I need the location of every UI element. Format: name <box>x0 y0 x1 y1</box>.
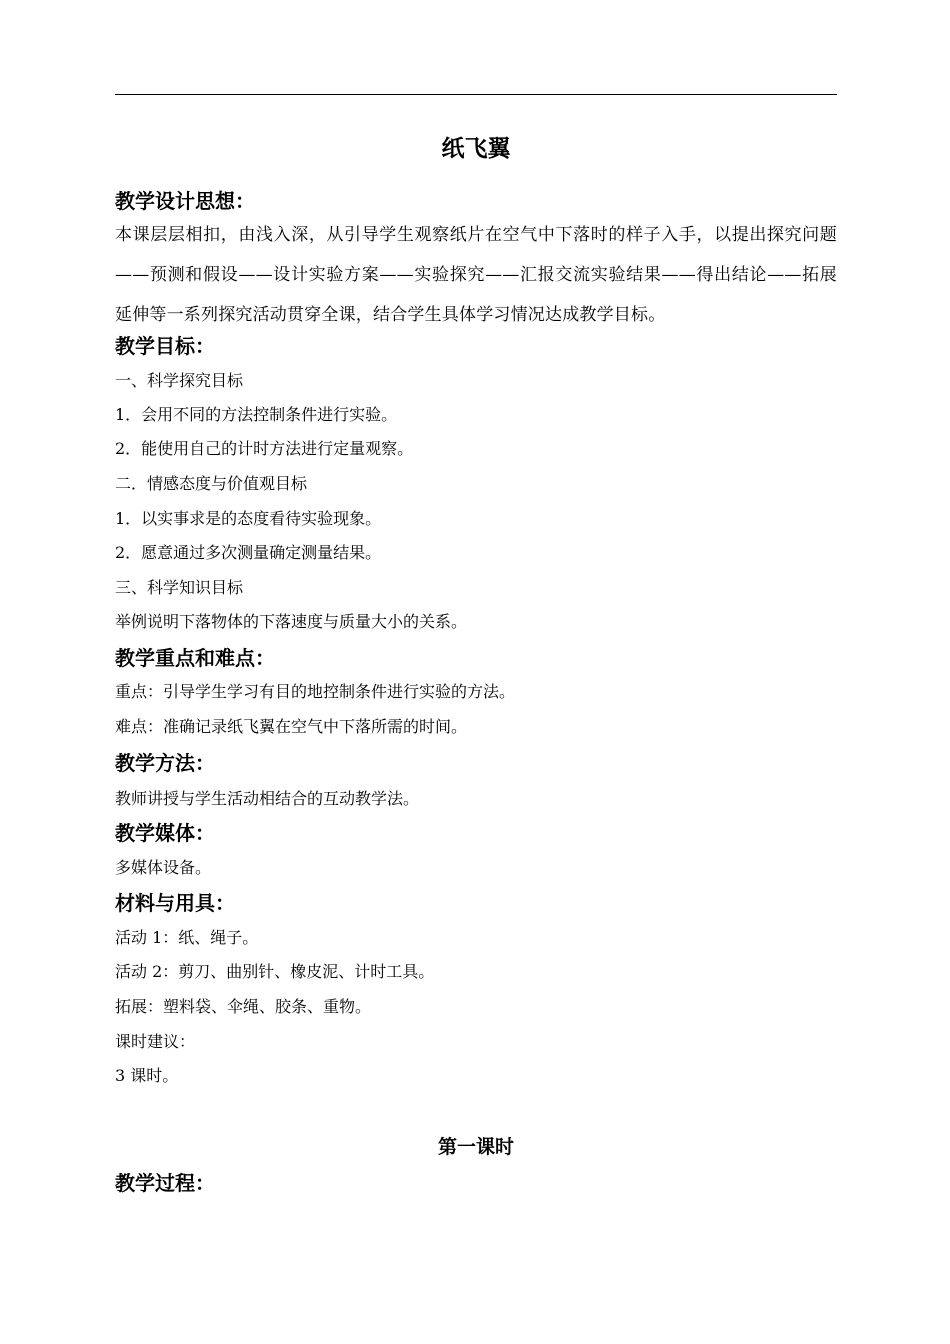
media-line: 多媒体设备。 <box>115 858 212 877</box>
objectives-line: 2．能使用自己的计时方法进行定量观察。 <box>115 439 414 458</box>
header-rule <box>115 94 837 95</box>
key-points-heading: 教学重点和难点： <box>115 646 275 670</box>
key-points-line: 重点：引导学生学习有目的地控制条件进行实验的方法。 <box>115 682 516 701</box>
document-page <box>115 0 837 1344</box>
materials-line: 活动 2：剪刀、曲别针、橡皮泥、计时工具。 <box>115 962 435 981</box>
objectives-heading: 教学目标： <box>115 334 215 358</box>
objectives-line: 2．愿意通过多次测量确定测量结果。 <box>115 543 382 562</box>
objectives-line: 1．以实事求是的态度看待实验现象。 <box>115 509 382 528</box>
method-line: 教师讲授与学生活动相结合的互动教学法。 <box>115 789 420 808</box>
materials-heading: 材料与用具： <box>115 891 235 915</box>
method-heading: 教学方法： <box>115 751 215 775</box>
materials-line: 拓展：塑料袋、伞绳、胶条、重物。 <box>115 997 372 1016</box>
document-title: 纸飞翼 <box>441 136 511 162</box>
objectives-line: 二．情感态度与价值观目标 <box>115 474 308 493</box>
objectives-line: 一、科学探究目标 <box>115 371 244 390</box>
media-heading: 教学媒体： <box>115 821 215 845</box>
design-thought-heading: 教学设计思想： <box>115 189 255 213</box>
design-thought-text: 本课层层相扣，由浅入深，从引导学生观察纸片在空气中下落时的样子入手，以提出探究问题——预测和假设——设计实验方案——实验探究——汇报交流实验结果——得出结论——拓展延伸等一系列探究活动贯穿全课，结合学生具体学习情况达成教学目标。 <box>115 225 837 325</box>
materials-line: 3 课时。 <box>115 1066 179 1085</box>
materials-line: 活动 1：纸、绳子。 <box>115 928 259 947</box>
lesson-title: 第一课时 <box>437 1136 514 1158</box>
objectives-line: 举例说明下落物体的下落速度与质量大小的关系。 <box>115 612 468 631</box>
process-heading: 教学过程： <box>115 1171 215 1195</box>
objectives-line: 1．会用不同的方法控制条件进行实验。 <box>115 405 398 424</box>
key-points-line: 难点：准确记录纸飞翼在空气中下落所需的时间。 <box>115 717 468 736</box>
materials-line: 课时建议： <box>115 1032 196 1051</box>
objectives-line: 三、科学知识目标 <box>115 578 244 597</box>
